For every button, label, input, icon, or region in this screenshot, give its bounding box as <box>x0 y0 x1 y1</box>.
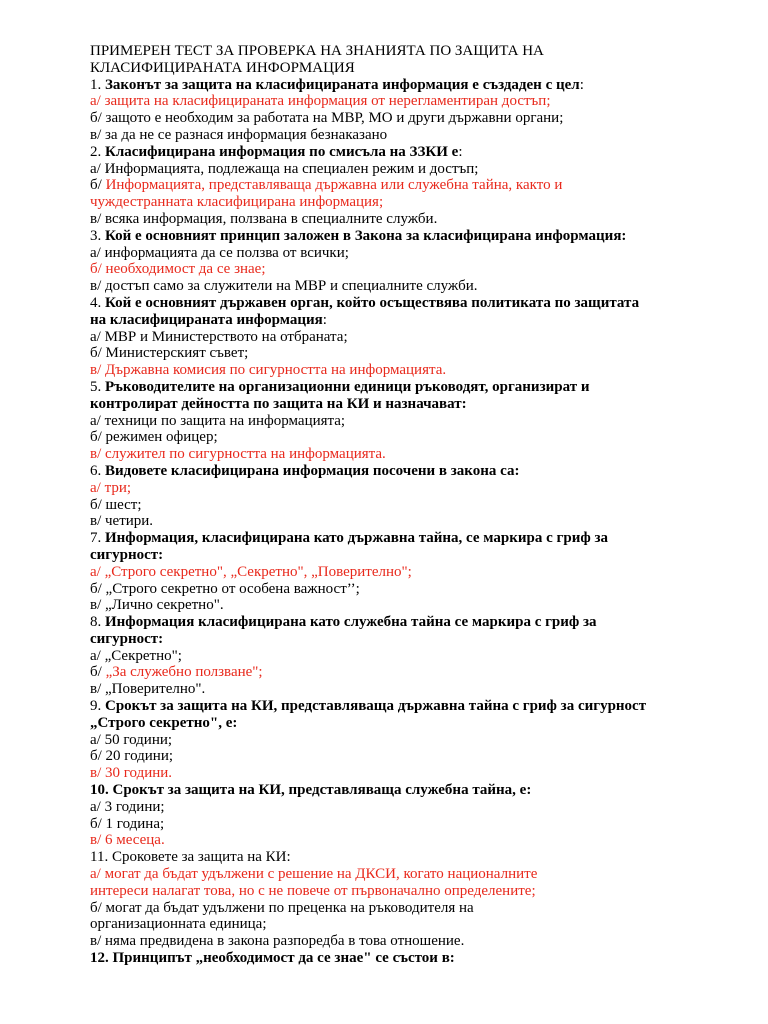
question-block <box>90 614 690 698</box>
correct-answer-line: чуждестранната класифицирана информация; <box>90 194 384 211</box>
question-number: 9. <box>90 698 102 715</box>
answer-line: б/ режимен офицер; <box>90 429 218 446</box>
question-line <box>90 950 690 967</box>
question-text: Законът за защита на класифицираната информация е създаден с цел <box>101 76 580 93</box>
correct-answer-line: в/ служител по сигурността на информацията. <box>90 446 386 463</box>
question-line <box>90 849 690 866</box>
question-text: на класифицираната информация <box>90 311 323 328</box>
answer-line: в/ всяка информация, ползвана в специалните служби. <box>90 210 438 227</box>
question-number: 6. <box>90 462 102 479</box>
answer-line: б/ Министерският съвет; <box>90 345 249 362</box>
question-text: Срокът за защита на КИ, представляваща служебна тайна, е: <box>108 782 532 799</box>
document-title <box>90 43 690 77</box>
question-line <box>90 228 690 245</box>
question-number: 5. <box>90 378 102 395</box>
question-block <box>90 379 690 463</box>
question-number: 3. <box>90 227 102 244</box>
question-text: Информация класифицирана като служебна тайна се маркира с гриф за <box>101 614 597 631</box>
question-block <box>90 77 690 144</box>
answer-line: б/ защото е необходим за работата на МВР, МО и други държавни органи; <box>90 110 564 127</box>
correct-answer-line: интереси налагат това, но с не повече от първоначално определените; <box>90 882 536 899</box>
question-block <box>90 530 690 614</box>
answer-line: б/ могат да бъдат удължени по преценка на ръководителя на <box>90 899 474 916</box>
question-number: 4. <box>90 294 102 311</box>
question-text: контролират дейността по защита на КИ и назначават: <box>90 395 467 412</box>
answer-line: в/ няма предвидена в закона разпоредба в това отношение. <box>90 933 465 950</box>
question-line <box>90 614 690 631</box>
question-number: 8. <box>90 614 102 631</box>
question-tail: : <box>322 311 327 328</box>
correct-answer-line: в/ Държавна комисия по сигурността на информацията. <box>90 362 447 379</box>
question-number: 2. <box>90 143 102 160</box>
correct-answer-line: б/ необходимост да се знае; <box>90 261 266 278</box>
answer-line: а/ техници по защита на информацията; <box>90 412 346 429</box>
correct-answer-line: б/ „За служебно ползване"; <box>90 664 263 681</box>
question-list <box>90 77 690 967</box>
question-text: Кой е основният държавен орган, който осъществява политиката по защитата <box>101 294 640 311</box>
question-line <box>90 77 690 94</box>
question-text: Кой е основният принцип заложен в Закона за класифицирана информация: <box>101 227 627 244</box>
question-line <box>90 312 690 329</box>
correct-answer-line: а/ три; <box>90 479 132 496</box>
answer-line: организационната единица; <box>90 916 267 933</box>
answer-line: в/ достъп само за служители на МВР и специалните служби. <box>90 278 478 295</box>
question-block <box>90 144 690 228</box>
question-line <box>90 295 690 312</box>
answer-line: а/ 3 години; <box>90 798 165 815</box>
question-block <box>90 849 690 950</box>
question-text: Ръководителите на организационни единици ръководят, организират и <box>101 378 590 395</box>
question-line <box>90 379 690 396</box>
question-line <box>90 782 690 799</box>
answer-line: а/ „Секретно"; <box>90 647 182 664</box>
question-line <box>90 396 690 413</box>
title-line: КЛАСИФИЦИРАНАТА ИНФОРМАЦИЯ <box>90 59 355 76</box>
question-line <box>90 530 690 547</box>
question-text: сигурност: <box>90 546 164 563</box>
question-block <box>90 782 690 849</box>
correct-answer-line: а/ „Строго секретно", „Секретно", „Поверително"; <box>90 563 412 580</box>
question-line <box>90 144 690 161</box>
answer-line: б/ „Строго секретно от особена важност’’; <box>90 580 360 597</box>
question-tail: : <box>579 76 584 93</box>
question-line <box>90 631 690 648</box>
answer-line: а/ Информацията, подлежаща на специален режим и достъп; <box>90 160 479 177</box>
answer-line: а/ 50 години; <box>90 731 173 748</box>
question-number: 1. <box>90 76 102 93</box>
correct-answer-line: б/ Информацията, представляваща държавна или служебна тайна, както и <box>90 177 563 194</box>
question-text: Информация, класифицирана като държавна тайна, се маркира с гриф за <box>101 530 608 547</box>
question-number: 11. <box>90 849 109 866</box>
answer-line: а/ МВР и Министерството на отбраната; <box>90 328 348 345</box>
question-line <box>90 715 690 732</box>
question-text: Видовете класифицирана информация посочени в закона са: <box>101 462 520 479</box>
question-tail: : <box>458 143 463 160</box>
question-text: Сроковете за защита на КИ: <box>108 849 291 866</box>
document-page <box>90 43 690 967</box>
answer-line: а/ информацията да се ползва от всички; <box>90 244 349 261</box>
question-text: Срокът за защита на КИ, представляваща държавна тайна с гриф за сигурност <box>101 698 647 715</box>
question-text: Принципът „необходимост да се знае" се състои в: <box>108 950 455 967</box>
answer-line: в/ „Поверително". <box>90 681 206 698</box>
answer-line: в/ за да не се разнася информация безнаказано <box>90 126 388 143</box>
answer-line: б/ 1 година; <box>90 815 165 832</box>
question-text: „Строго секретно", е: <box>90 714 238 731</box>
title-line: ПРИМЕРЕН ТЕСТ ЗА ПРОВЕРКА НА ЗНАНИЯТА ПО ЗАЩИТА НА <box>90 43 544 59</box>
question-block <box>90 228 690 295</box>
correct-answer-line: в/ 6 месеца. <box>90 832 165 849</box>
answer-line: в/ четири. <box>90 513 154 530</box>
question-text: сигурност: <box>90 630 164 647</box>
answer-line: в/ „Лично секретно". <box>90 597 224 614</box>
correct-answer-line: в/ 30 години. <box>90 765 173 782</box>
correct-answer-line: а/ могат да бъдат удължени с решение на ДКСИ, когато националните <box>90 866 538 883</box>
question-block <box>90 950 690 967</box>
answer-line: б/ 20 години; <box>90 748 174 765</box>
answer-line: б/ шест; <box>90 496 142 513</box>
question-block <box>90 463 690 530</box>
question-number: 7. <box>90 530 102 547</box>
question-block <box>90 295 690 379</box>
question-number: 12. <box>90 950 109 967</box>
question-number: 10. <box>90 782 109 799</box>
question-text: Класифицирана информация по смисъла на ЗЗКИ е <box>101 143 459 160</box>
correct-answer-line: а/ защита на класифицираната информация от нерегламентиран достъп; <box>90 93 551 110</box>
question-line <box>90 463 690 480</box>
question-line <box>90 698 690 715</box>
question-block <box>90 698 690 782</box>
question-line <box>90 547 690 564</box>
